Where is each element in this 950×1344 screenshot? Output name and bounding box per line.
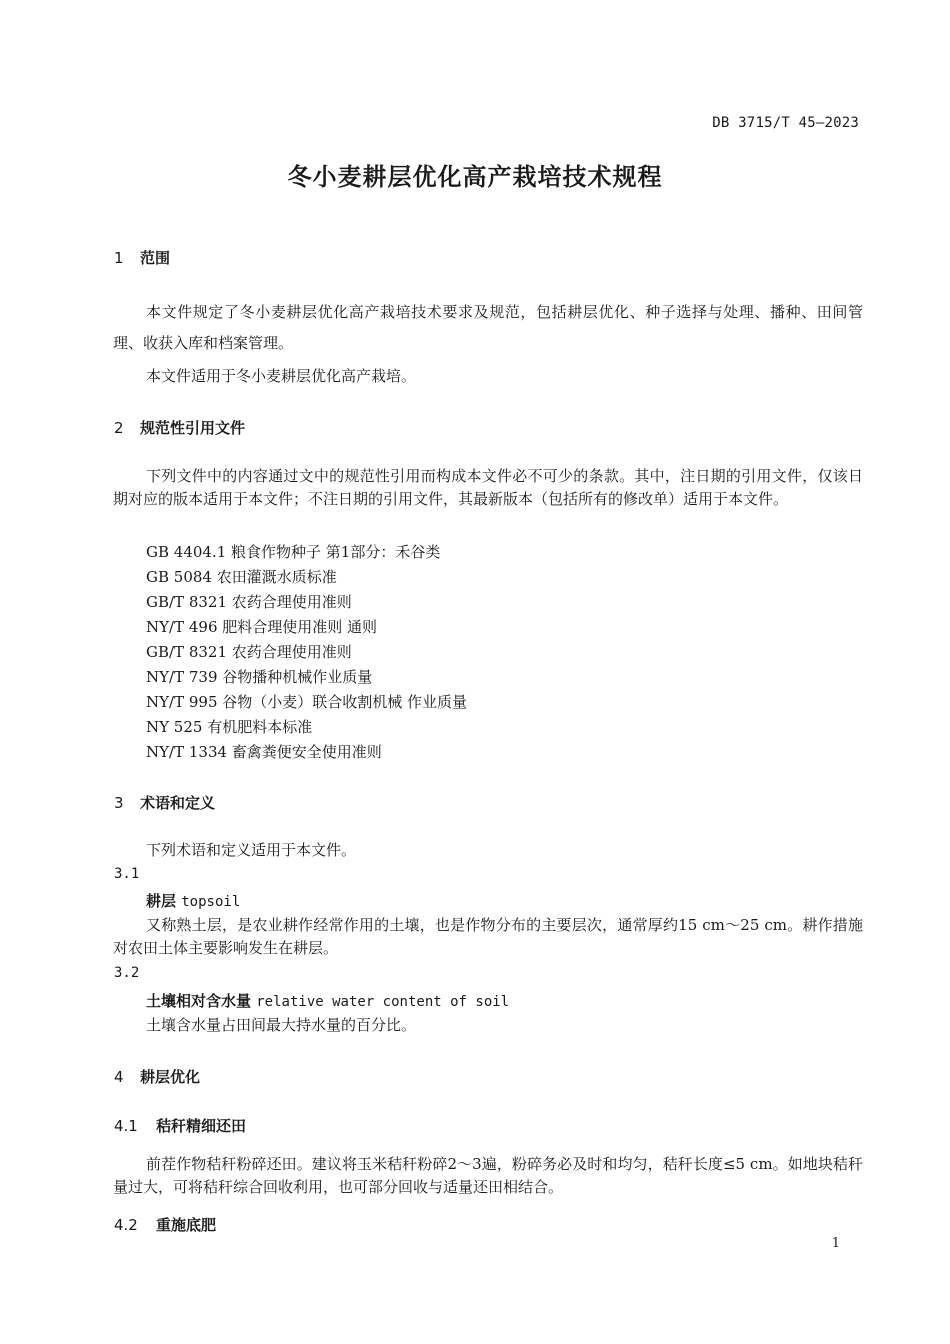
- section-number: 4: [114, 1068, 124, 1086]
- reference-item: NY 525 有机肥料本标准: [146, 718, 313, 736]
- term-number: 3.1: [114, 866, 140, 882]
- section-4-heading: [114, 1066, 200, 1087]
- term-chinese: 土壤相对含水量: [146, 992, 252, 1010]
- reference-item: GB/T 8321 农药合理使用准则: [146, 593, 352, 611]
- section-3-heading: [114, 792, 215, 813]
- section-3-paragraph-1: 下列术语和定义适用于本文件。: [146, 841, 357, 859]
- document-title: 冬小麦耕层优化高产栽培技术规程: [287, 163, 663, 191]
- term-number: 3.2: [114, 965, 140, 981]
- subsection-title: 秸秆精细还田: [156, 1117, 247, 1135]
- term-3-2-definition: 土壤含水量占田间最大持水量的百分比。: [146, 1016, 417, 1034]
- reference-item: NY/T 1334 畜禽粪便安全使用准则: [146, 743, 382, 761]
- section-number: 3: [114, 794, 124, 812]
- reference-item: GB/T 8321 农药合理使用准则: [146, 643, 352, 661]
- section-1-paragraph-1: 本文件规定了冬小麦耕层优化高产栽培技术要求及规范，包括耕层优化、种子选择与处理、播种、田间管理、收获入库和档案管理。: [113, 303, 863, 352]
- subsection-4-1-heading: [114, 1115, 246, 1136]
- term-3-1: [146, 890, 240, 911]
- reference-item: GB 4404.1 粮食作物种子 第1部分：禾谷类: [146, 543, 441, 561]
- term-3-1-definition: 又称熟土层，是农业耕作经常作用的土壤，也是作物分布的主要层次，通常厚约15 cm～25 cm。耕作措施对农田土体主要影响发生在耕层。: [113, 916, 863, 957]
- section-number: 1: [114, 249, 124, 267]
- reference-item: NY/T 496 肥料合理使用准则 通则: [146, 618, 378, 636]
- section-1-heading: [114, 247, 170, 268]
- subsection-number: 4.1: [114, 1117, 138, 1135]
- reference-item: NY/T 995 谷物（小麦）联合收割机械 作业质量: [146, 693, 468, 711]
- section-title: 耕层优化: [140, 1068, 201, 1086]
- subsection-title: 重施底肥: [156, 1216, 217, 1234]
- section-title: 术语和定义: [140, 794, 216, 812]
- reference-item: GB 5084 农田灌溉水质标准: [146, 568, 337, 586]
- subsection-number: 4.2: [114, 1216, 138, 1234]
- section-1-paragraph-2: 本文件适用于冬小麦耕层优化高产栽培。: [146, 367, 417, 385]
- section-2-heading: [114, 417, 245, 438]
- term-english: topsoil: [181, 894, 241, 910]
- subsection-4-1-paragraph: 前茬作物秸秆粉碎还田。建议将玉米秸秆粉碎2～3遍，粉碎务必及时和均匀，秸秆长度≤5 cm。如地块秸秆量过大，可将秸秆综合回收利用，也可部分回收与适量还田相结合。: [113, 1155, 863, 1196]
- section-2-paragraph-1: 下列文件中的内容通过文中的规范性引用而构成本文件必不可少的条款。其中，注日期的引用文件，仅该日期对应的版本适用于本文件；不注日期的引用文件，其最新版本（包括所有的修改单）适用于本文件。: [113, 467, 863, 508]
- term-english: relative water content of soil: [256, 994, 510, 1010]
- section-title: 范围: [140, 249, 171, 267]
- section-number: 2: [114, 419, 124, 437]
- page-number: 1: [831, 1236, 840, 1251]
- reference-item: NY/T 739 谷物播种机械作业质量: [146, 668, 373, 686]
- subsection-4-2-heading: [114, 1214, 216, 1235]
- standard-number: DB 3715/T 45—2023: [712, 115, 859, 131]
- term-3-2: [146, 990, 509, 1011]
- term-chinese: 耕层: [146, 892, 177, 910]
- section-title: 规范性引用文件: [140, 419, 246, 437]
